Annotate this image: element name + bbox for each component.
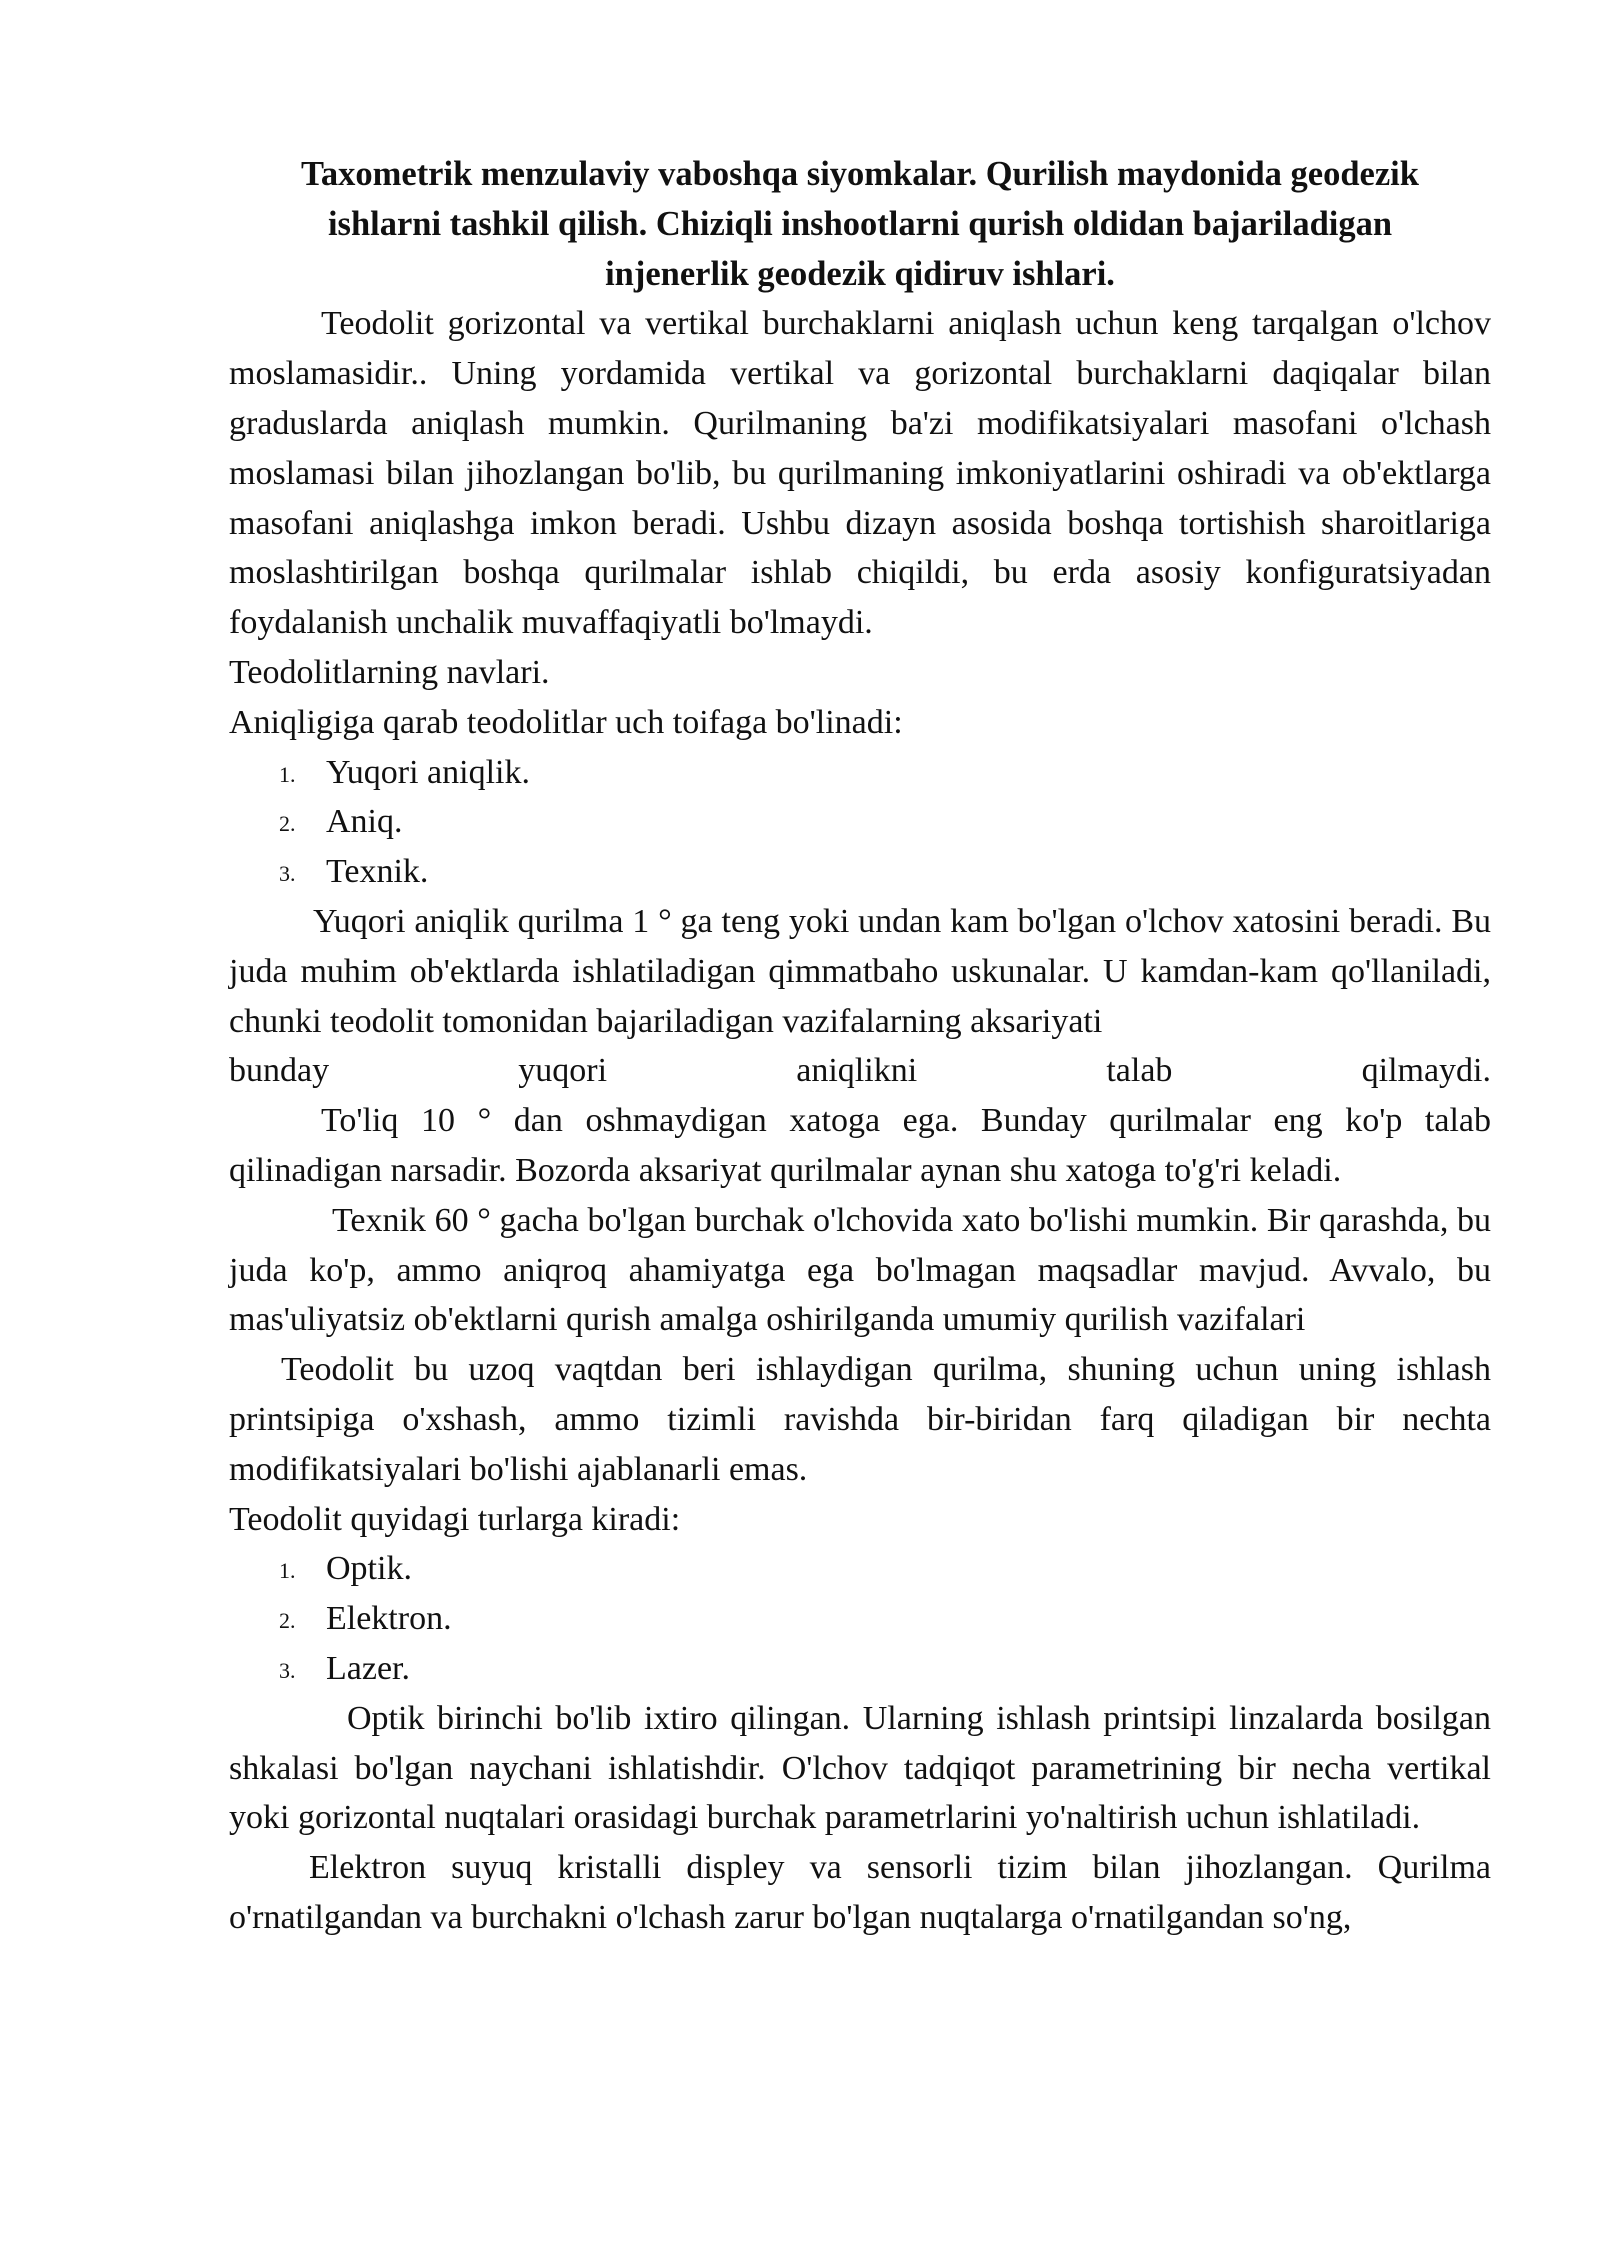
list-item-text: Texnik. xyxy=(326,853,429,891)
paragraph-optical: Optik birinchi bo'lib ixtiro qilingan. Ularning ishlash printsipi linzalarda bosilgan shkalasi bo'lgan naychani ishlatishdir. O'lchov tadqiqot parametrining bir necha vertikal yoki gorizontal nuqtalari orasidagi burchak parametrlarini yo'naltirish uchun ishlatiladi. xyxy=(229,1699,1491,1837)
list-item-text: Elektron. xyxy=(326,1600,452,1638)
list-item xyxy=(229,1544,1491,1594)
list-item-text: Optik. xyxy=(326,1550,412,1588)
paragraph-precise: To'liq 10 ° dan oshmaydigan xatoga ega. Bunday qurilmalar eng ko'p talab qilinadigan narsadir. Bozorda aksariyat qurilmalar aynan shu xatoga to'g'ri keladi. xyxy=(229,1102,1491,1189)
list-item xyxy=(229,1594,1491,1644)
list-item xyxy=(229,748,1491,798)
document-page xyxy=(229,150,1491,1943)
paragraph-electronic: Elektron suyuq kristalli displey va sensorli tizim bilan jihozlangan. Qurilma o'rnatilgandan va burchakni o'lchash zarur bo'lgan nuqtalarga o'rnatilgandan so'ng, xyxy=(229,1849,1491,1936)
accuracy-list-intro: Aniqligiga qarab teodolitlar uch toifaga bo'linadi: xyxy=(229,703,903,741)
list-item-number: 1. xyxy=(279,761,296,787)
title-line: Taxometrik menzulaviy vaboshqa siyomkalar. Qurilish maydonida geodezik xyxy=(301,155,1419,193)
heading-theodolite-types: Teodolitlarning navlari. xyxy=(229,653,550,691)
paragraph-high-accuracy: Yuqori aniqlik qurilma 1 ° ga teng yoki undan kam bo'lgan o'lchov xatosini beradi. Bu juda muhim ob'ektlarda ishlatiladigan qimmatbaho uskunalar. U kamdan-kam qo'llaniladi, chunki teodolit tomonidan bajariladigan vazifalarning aksariyati xyxy=(229,902,1491,1040)
list-item-number: 1. xyxy=(279,1558,296,1584)
paragraph-high-accuracy-end: bunday yuqori aniqlikni talab qilmaydi. xyxy=(229,1052,1491,1090)
list-item-number: 3. xyxy=(279,1657,296,1683)
list-item-number: 2. xyxy=(279,811,296,837)
paragraph-technical: Texnik 60 ° gacha bo'lgan burchak o'lchovida xato bo'lishi mumkin. Bir qarashda, bu juda ko'p, ammo aniqroq ahamiyatga ega bo'lmagan maqsadlar mavjud. Avvalo, bu mas'uliyatsiz ob'ektlarni qurish amalga oshirilganda umumiy qurilish vazifalari xyxy=(229,1201,1491,1339)
list-item-text: Lazer. xyxy=(326,1649,410,1687)
paragraph-intro: Teodolit gorizontal va vertikal burchaklarni aniqlash uchun keng tarqalgan o'lchov moslamasidir.. Uning yordamida vertikal va gorizontal burchaklarni daqiqalar bilan graduslarda aniqlash mumkin. Qurilmaning ba'zi modifikatsiyalari masofani o'lchash moslamasi bilan jihozlangan bo'lib, bu qurilmaning imkoniyatlarini oshiradi va ob'ektlarga masofani aniqlashga imkon beradi. Ushbu dizayn asosida boshqa tortishish sharoitlariga moslashtirilgan boshqa qurilmalar ishlab chiqildi, bu erda asosiy konfiguratsiyadan foydalanish unchalik muvaffaqiyatli bo'lmaydi. xyxy=(229,305,1491,642)
paragraph-long-time: Teodolit bu uzoq vaqtdan beri ishlaydigan qurilma, shuning uchun uning ishlash printsipiga o'xshash, ammo tizimli ravishda bir-biridan farq qiladigan bir nechta modifikatsiyalari bo'lishi ajablanarli emas. xyxy=(229,1351,1491,1488)
list-item-text: Yuqori aniqlik. xyxy=(326,753,530,791)
list-item xyxy=(229,847,1491,897)
kinds-list-intro: Teodolit quyidagi turlarga kiradi: xyxy=(229,1500,681,1538)
list-item-text: Aniq. xyxy=(326,803,403,841)
list-item xyxy=(229,797,1491,847)
list-item xyxy=(229,1644,1491,1694)
kinds-list xyxy=(229,1544,1491,1693)
list-item-number: 2. xyxy=(279,1608,296,1634)
document-title xyxy=(229,150,1491,299)
title-line: ishlarni tashkil qilish. Chiziqli inshootlarni qurish oldidan bajariladigan xyxy=(327,204,1393,243)
title-line: injenerlik geodezik qidiruv ishlari. xyxy=(605,254,1115,293)
accuracy-list xyxy=(229,748,1491,897)
list-item-number: 3. xyxy=(279,861,296,887)
